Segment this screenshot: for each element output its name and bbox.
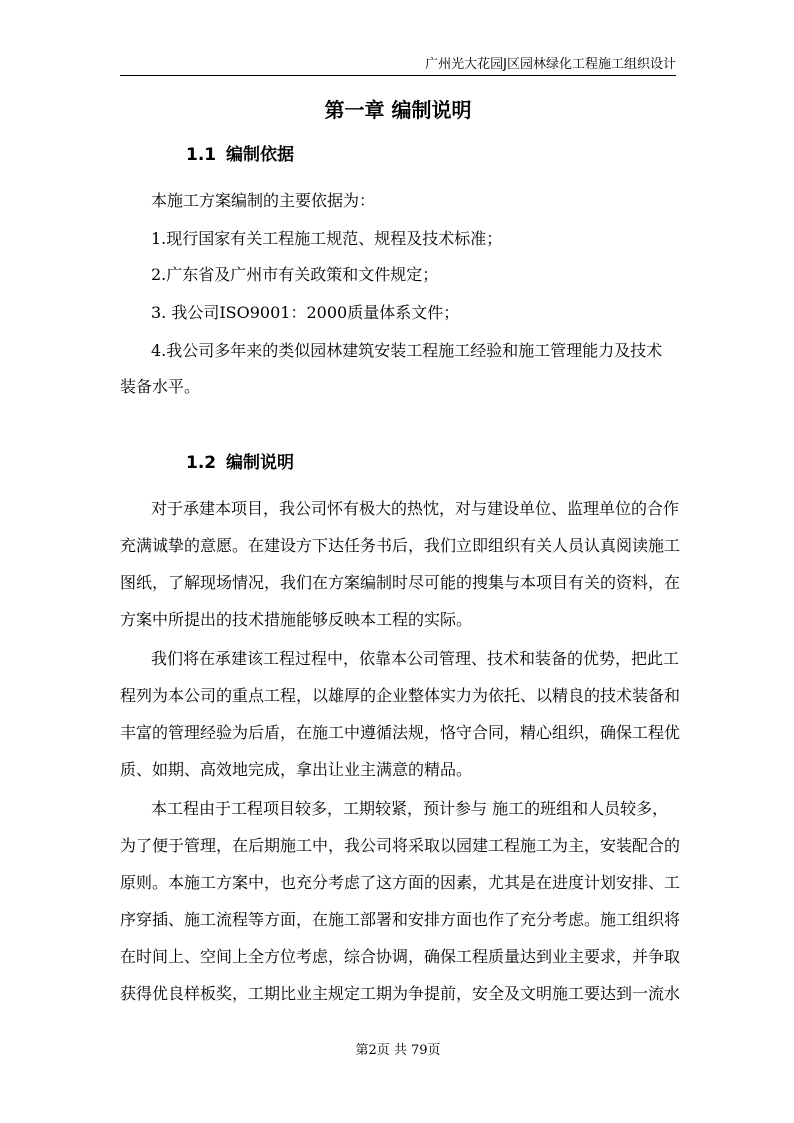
text-line: 1.现行国家有关工程施工规范、规程及技术标准；: [151, 229, 503, 248]
text-line: 丰富的管理经验为后盾，在施工中遵循法规，恪守合同，精心组织，确保工程优: [120, 723, 681, 742]
page-footer: 第2页 共 79页: [355, 1043, 441, 1058]
text-line: 程列为本公司的重点工程，以雄厚的企业整体实力为依托、以精良的技术装备和: [120, 686, 681, 705]
text-line: 为了便于管理，在后期施工中，我公司将采取以园建工程施工为主，安装配合的: [120, 836, 681, 855]
text-line: 序穿插、施工流程等方面，在施工部署和安排方面也作了充分考虑。施工组织将: [120, 910, 681, 929]
text-line: 4.我公司多年来的类似园林建筑安装工程施工经验和施工管理能力及技术: [151, 341, 663, 360]
section-heading-1-1: [186, 143, 294, 167]
text-line: 质、如期、高效地完成，拿出让业主满意的精品。: [120, 760, 473, 779]
section-title-text: 编制说明: [226, 453, 294, 473]
text-line: 对于承建本项目，我公司怀有极大的热忱，对与建设单位、监理单位的合作: [151, 499, 680, 518]
text-line: 装备水平。: [120, 377, 201, 396]
text-line: 充满诚挚的意愿。在建设方下达任务书后，我们立即组织有关人员认真阅读施工: [120, 536, 681, 555]
text-line: 2.广东省及广州市有关政策和文件规定；: [151, 265, 439, 284]
text-line: 本施工方案编制的主要依据为：: [151, 191, 376, 210]
section-number: 1.2: [186, 453, 217, 473]
header-title: 广州光大花园J区园林绿化工程施工组织设计: [425, 57, 676, 72]
chapter-title: 第一章 编制说明: [324, 98, 472, 122]
text-line: 3. 我公司ISO9001：2000质量体系文件；: [151, 303, 460, 322]
text-line: 本工程由于工程项目较多，工期较紧，预计参与 施工的班组和人员较多，: [151, 799, 669, 818]
text-line: 在时间上、空间上全方位考虑，综合协调，确保工程质量达到业主要求，并争取: [120, 947, 681, 966]
text-line: 我们将在承建该工程过程中，依靠本公司管理、技术和装备的优势，把此工: [151, 649, 680, 668]
section-number: 1.1: [186, 145, 217, 165]
text-line: 获得优良样板奖，工期比业主规定工期为争提前，安全及文明施工要达到一流水: [120, 984, 681, 1003]
section-heading-1-2: [186, 451, 294, 475]
text-line: 图纸，了解现场情况，我们在方案编制时尽可能的搜集与本项目有关的资料，在: [120, 573, 681, 592]
text-line: 原则。本施工方案中，也充分考虑了这方面的因素，尤其是在进度计划安排、工: [120, 873, 681, 892]
section-title-text: 编制依据: [226, 145, 294, 165]
text-line: 方案中所提出的技术措施能够反映本工程的实际。: [120, 610, 473, 629]
header-divider: [120, 75, 676, 76]
